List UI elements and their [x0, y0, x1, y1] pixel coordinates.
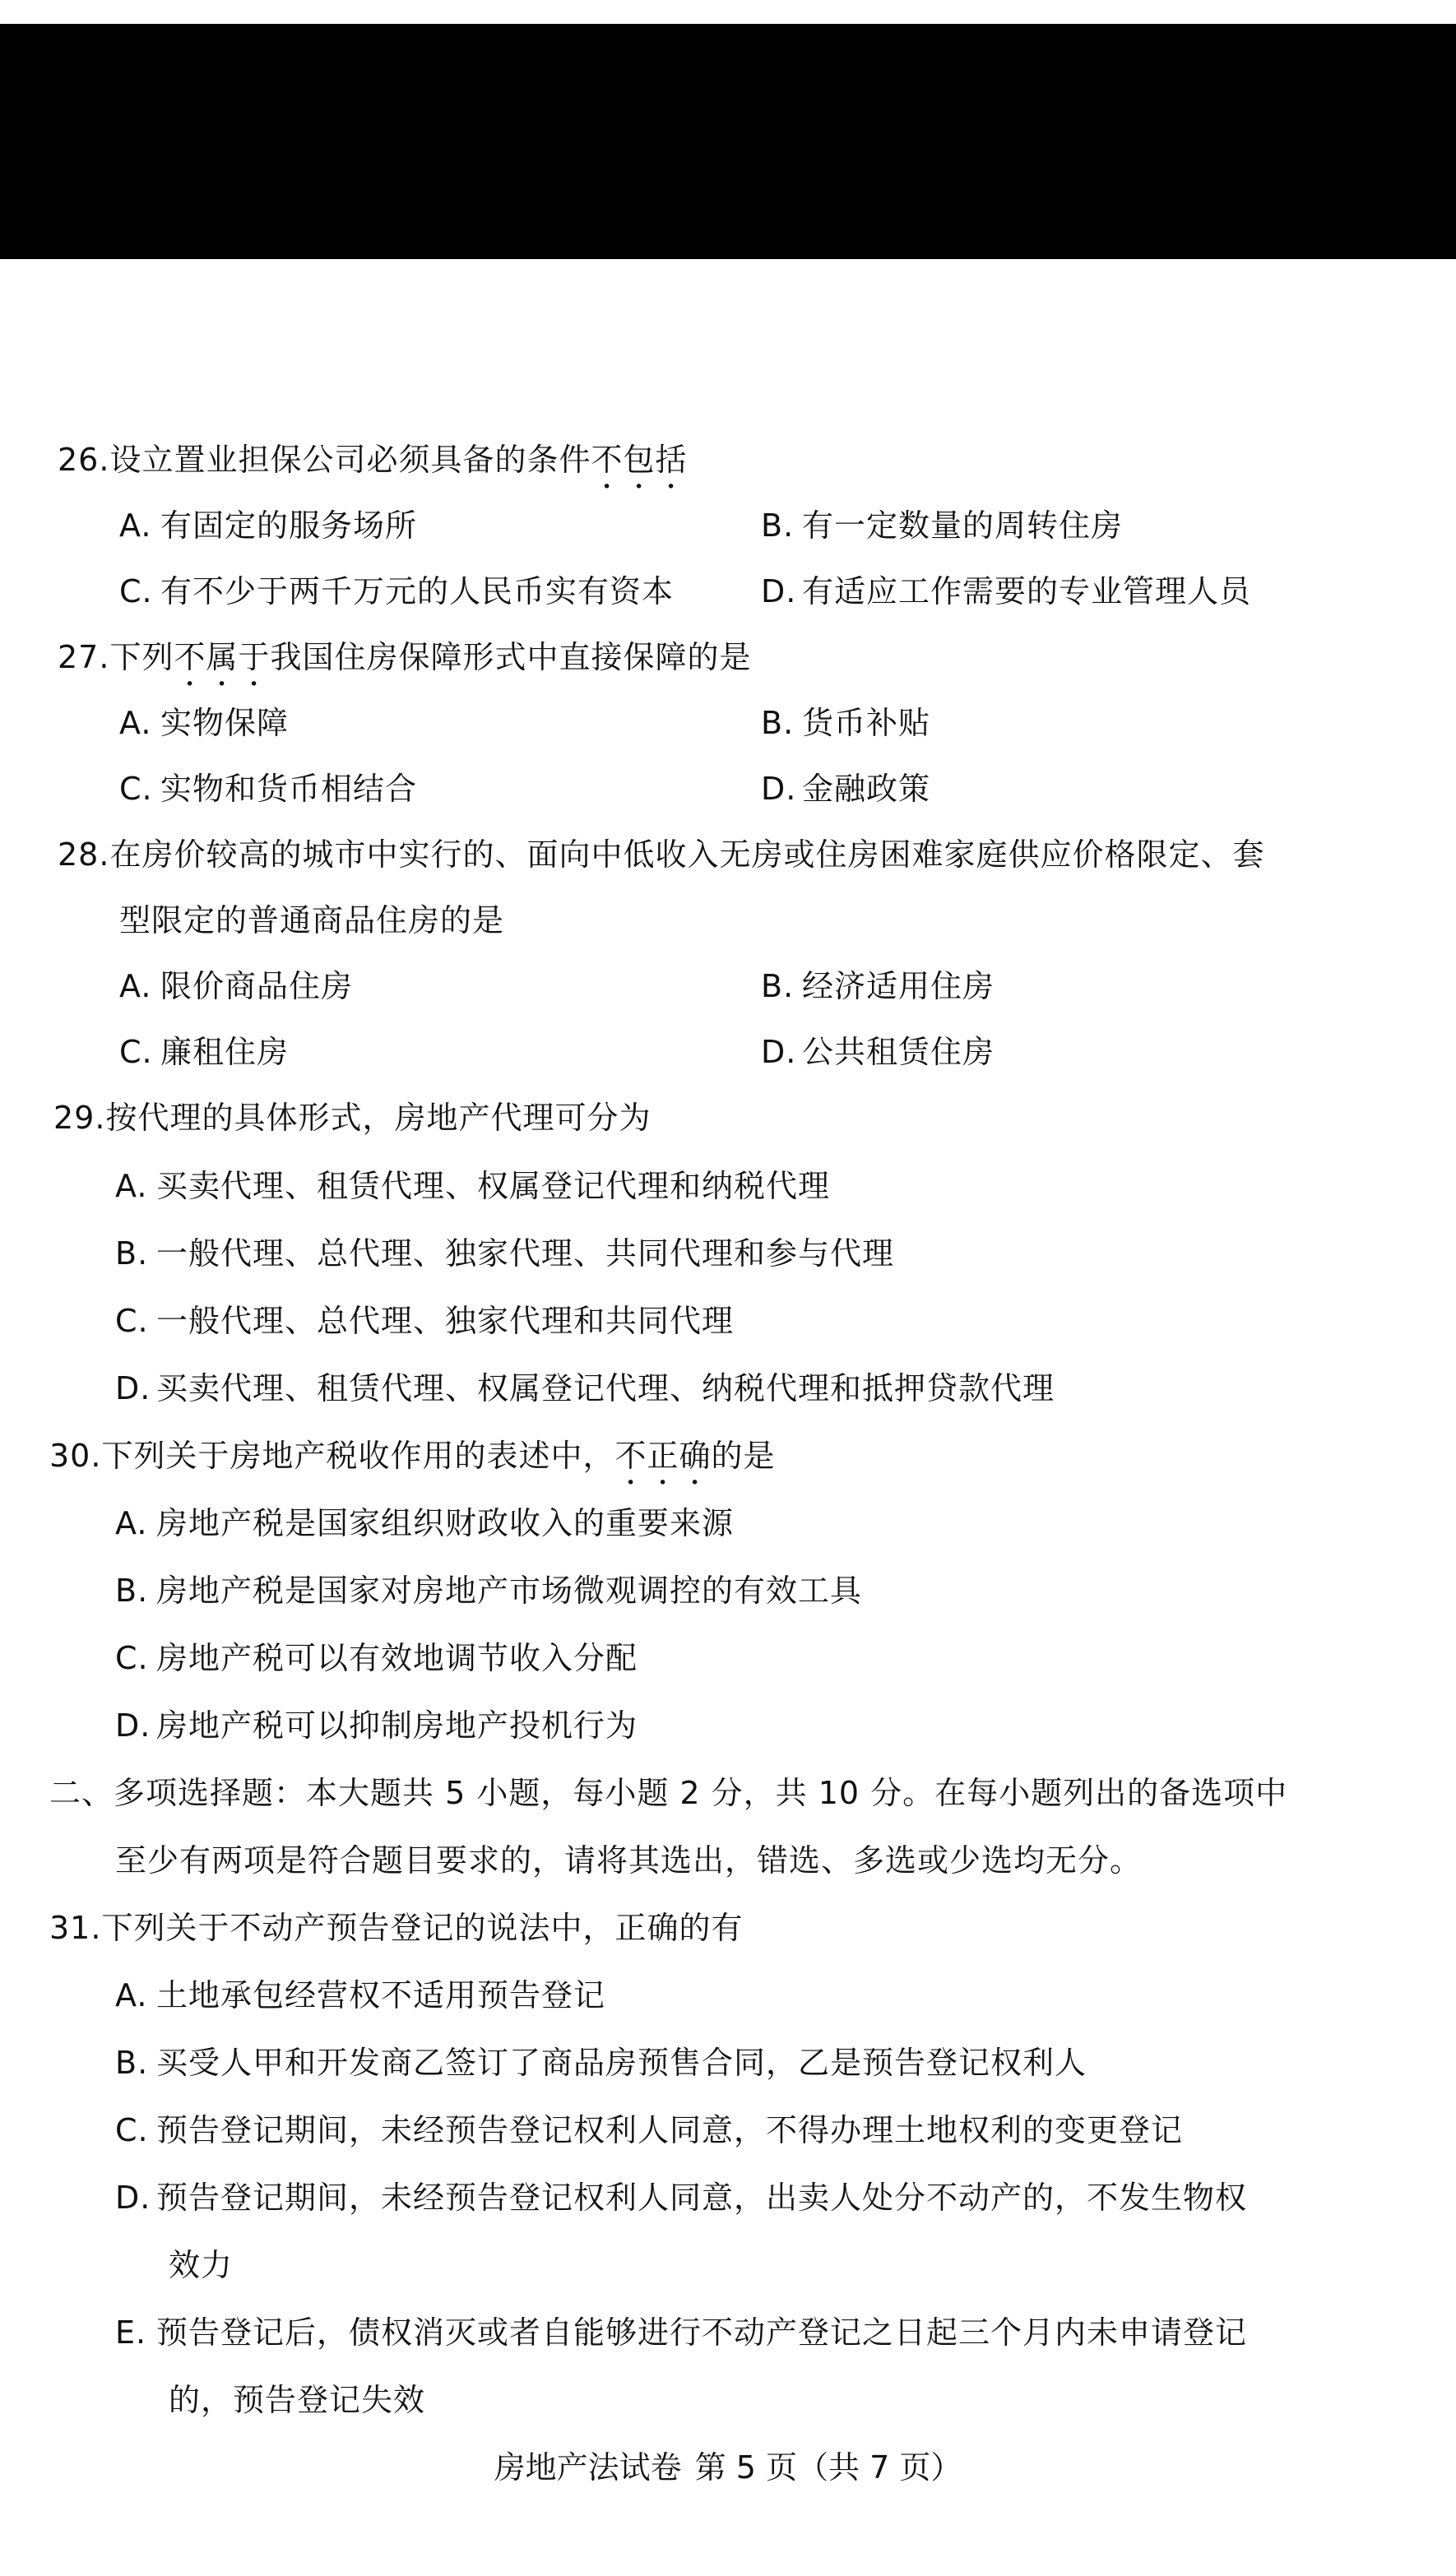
question-number: 27.: [58, 639, 110, 675]
question-30-stem: 30.下列关于房地产税收作用的表述中，不正确的是: [49, 1438, 776, 1474]
redaction-bar: [0, 24, 1456, 259]
page-number: 第 5 页（共 7 页）: [694, 2449, 962, 2486]
question-29-stem: 29.按代理的具体形式，房地产代理可分为: [53, 1100, 651, 1136]
section-2-instructions: 至少有两项是符合题目要求的，请将其选出，错选、多选或少选均无分。: [115, 1842, 1143, 1879]
question-number: 28.: [58, 836, 110, 873]
question-31-option-e: E. 预告登记后，债权消灭或者自能够进行不动产登记之日起三个月内未申请登记: [115, 2314, 1248, 2351]
question-31-option-c: C. 预告登记期间，未经预告登记权利人同意，不得办理土地权利的变更登记: [115, 2112, 1184, 2148]
question-28-option-d: D. 公共租赁住房: [761, 1034, 995, 1070]
emphasis-text: 不包括: [591, 442, 688, 478]
question-27-stem: 27.下列不属于我国住房保障形式中直接保障的是: [58, 639, 752, 675]
emphasis-text: 不属于: [174, 639, 271, 675]
question-30-option-c: C. 房地产税可以有效地调节收入分配: [115, 1640, 638, 1676]
question-27-option-d: D. 金融政策: [761, 771, 931, 807]
question-26-option-a: A. 有固定的服务场所: [119, 507, 418, 544]
question-31-option-b: B. 买受人甲和开发商乙签订了商品房预售合同，乙是预告登记权利人: [115, 2045, 1087, 2081]
question-number: 30.: [49, 1438, 102, 1474]
question-number: 29.: [53, 1100, 106, 1136]
question-26-stem: 26.设立置业担保公司必须具备的条件不包括: [58, 442, 688, 478]
section-2-heading: 二、多项选择题：本大题共 5 小题，每小题 2 分，共 10 分。在每小题列出的备选项中: [49, 1775, 1288, 1811]
question-31-option-d-continued: 效力: [169, 2247, 234, 2283]
page-footer: [0, 2448, 1456, 2487]
question-28-option-c: C. 廉租住房: [119, 1034, 290, 1070]
question-27-option-b: B. 货币补贴: [761, 705, 931, 741]
question-26-option-b: B. 有一定数量的周转住房: [761, 507, 1124, 544]
question-28-stem-continued: 型限定的普通商品住房的是: [119, 902, 505, 938]
question-29-option-b: B. 一般代理、总代理、独家代理、共同代理和参与代理: [115, 1235, 895, 1272]
question-31-option-a: A. 土地承包经营权不适用预告登记: [115, 1977, 606, 2013]
question-number: 26.: [58, 442, 110, 478]
question-29-option-d: D. 买卖代理、租赁代理、权属登记代理、纳税代理和抵押贷款代理: [115, 1370, 1055, 1406]
question-31-option-e-continued: 的，预告登记失效: [169, 2382, 426, 2418]
question-30-option-b: B. 房地产税是国家对房地产市场微观调控的有效工具: [115, 1573, 863, 1609]
question-28-option-a: A. 限价商品住房: [119, 968, 354, 1004]
emphasis-text: 不正确: [614, 1438, 712, 1474]
question-29-option-c: C. 一般代理、总代理、独家代理和共同代理: [115, 1303, 735, 1339]
question-30-option-a: A. 房地产税是国家组织财政收入的重要来源: [115, 1505, 735, 1541]
question-27-option-c: C. 实物和货币相结合: [119, 771, 418, 807]
question-26-option-c: C. 有不少于两千万元的人民币实有资本: [119, 573, 675, 609]
question-29-option-a: A. 买卖代理、租赁代理、权属登记代理和纳税代理: [115, 1168, 831, 1204]
question-27-option-a: A. 实物保障: [119, 705, 290, 741]
question-number: 31.: [49, 1910, 102, 1946]
question-28-option-b: B. 经济适用住房: [761, 968, 995, 1004]
question-26-option-d: D. 有适应工作需要的专业管理人员: [761, 573, 1252, 609]
question-30-option-d: D. 房地产税可以抑制房地产投机行为: [115, 1707, 638, 1744]
exam-title: 房地产法试卷: [494, 2449, 682, 2486]
question-31-stem: 31.下列关于不动产预告登记的说法中，正确的有: [49, 1910, 744, 1946]
question-28-stem: 28.在房价较高的城市中实行的、面向中低收入无房或住房困难家庭供应价格限定、套: [58, 836, 1265, 873]
question-31-option-d: D. 预告登记期间，未经预告登记权利人同意，出卖人处分不动产的，不发生物权: [115, 2180, 1248, 2216]
